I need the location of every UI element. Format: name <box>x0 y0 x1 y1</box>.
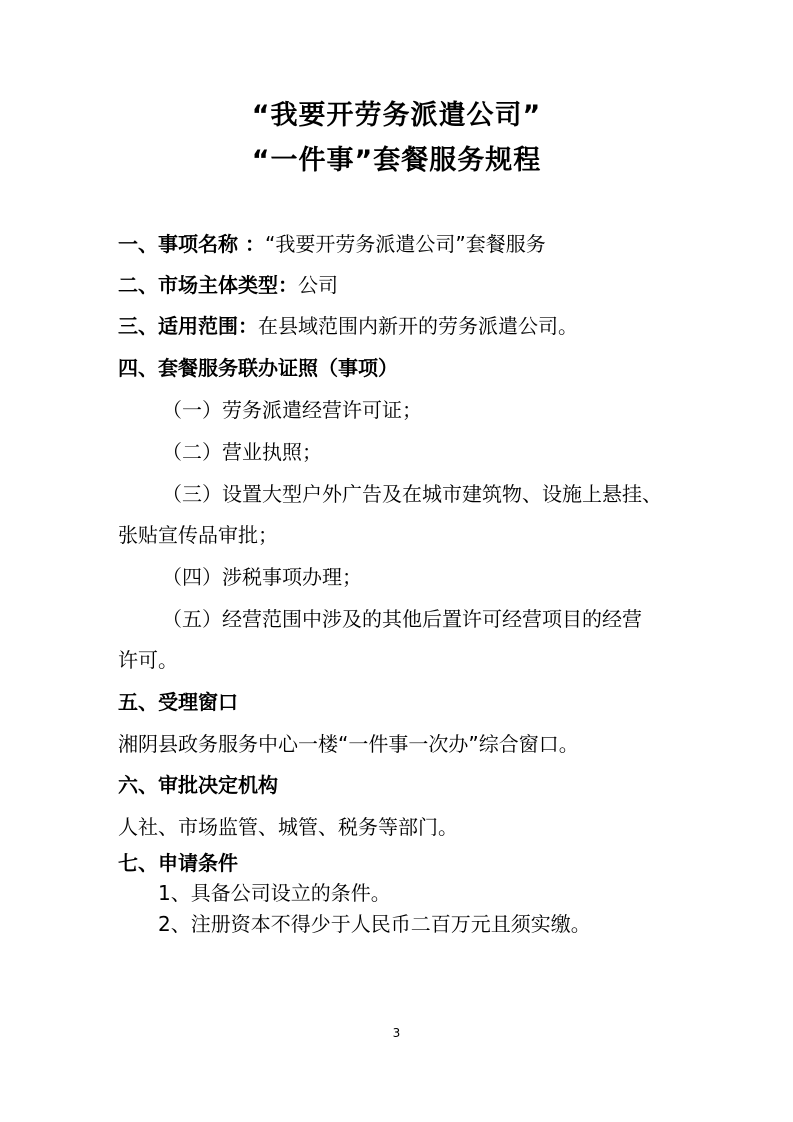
list-item: 1、具备公司设立的条件。 <box>158 881 391 905</box>
list-item: （三）设置大型户外广告及在城市建筑物、设施上悬挂、 <box>162 482 662 506</box>
doc-title-line1: “我要开劳务派遣公司” <box>251 100 542 131</box>
section-scope <box>118 313 578 339</box>
section-entity-type <box>118 272 338 298</box>
section-heading-conditions: 七、申请条件 <box>118 851 238 875</box>
section-heading-certificates: 四、套餐服务联办证照（事项） <box>118 356 398 380</box>
section-item-name <box>118 231 546 257</box>
list-item: （四）涉税事项办理； <box>162 565 362 589</box>
list-item: （二）营业执照； <box>162 440 322 464</box>
page-number: 3 <box>392 1026 401 1040</box>
list-item-continuation: 张贴宣传品审批； <box>118 523 278 547</box>
section-text: 在县域范围内新开的劳务派遣公司。 <box>258 314 578 338</box>
section-text-authority: 人社、市场监管、城管、税务等部门。 <box>118 815 458 839</box>
list-item-continuation: 许可。 <box>118 648 178 672</box>
section-heading-window: 五、受理窗口 <box>118 690 238 714</box>
list-item: （五）经营范围中涉及的其他后置许可经营项目的经营 <box>162 607 642 631</box>
section-text: 公司 <box>298 273 338 297</box>
section-heading: 三、适用范围： <box>118 314 258 338</box>
doc-title-line2: “一件事”套餐服务规程 <box>251 145 542 176</box>
list-item: （一）劳务派遣经营许可证； <box>162 398 422 422</box>
section-text: “我要开劳务派遣公司”套餐服务 <box>264 232 546 256</box>
section-heading: 二、市场主体类型： <box>118 273 298 297</box>
list-item: 2、注册资本不得少于人民币二百万元且须实缴。 <box>158 912 591 936</box>
section-heading-authority: 六、审批决定机构 <box>118 773 278 797</box>
section-text-window: 湘阴县政务服务中心一楼“一件事一次办”综合窗口。 <box>118 732 579 756</box>
section-heading: 一、事项名称 ： <box>118 232 265 256</box>
